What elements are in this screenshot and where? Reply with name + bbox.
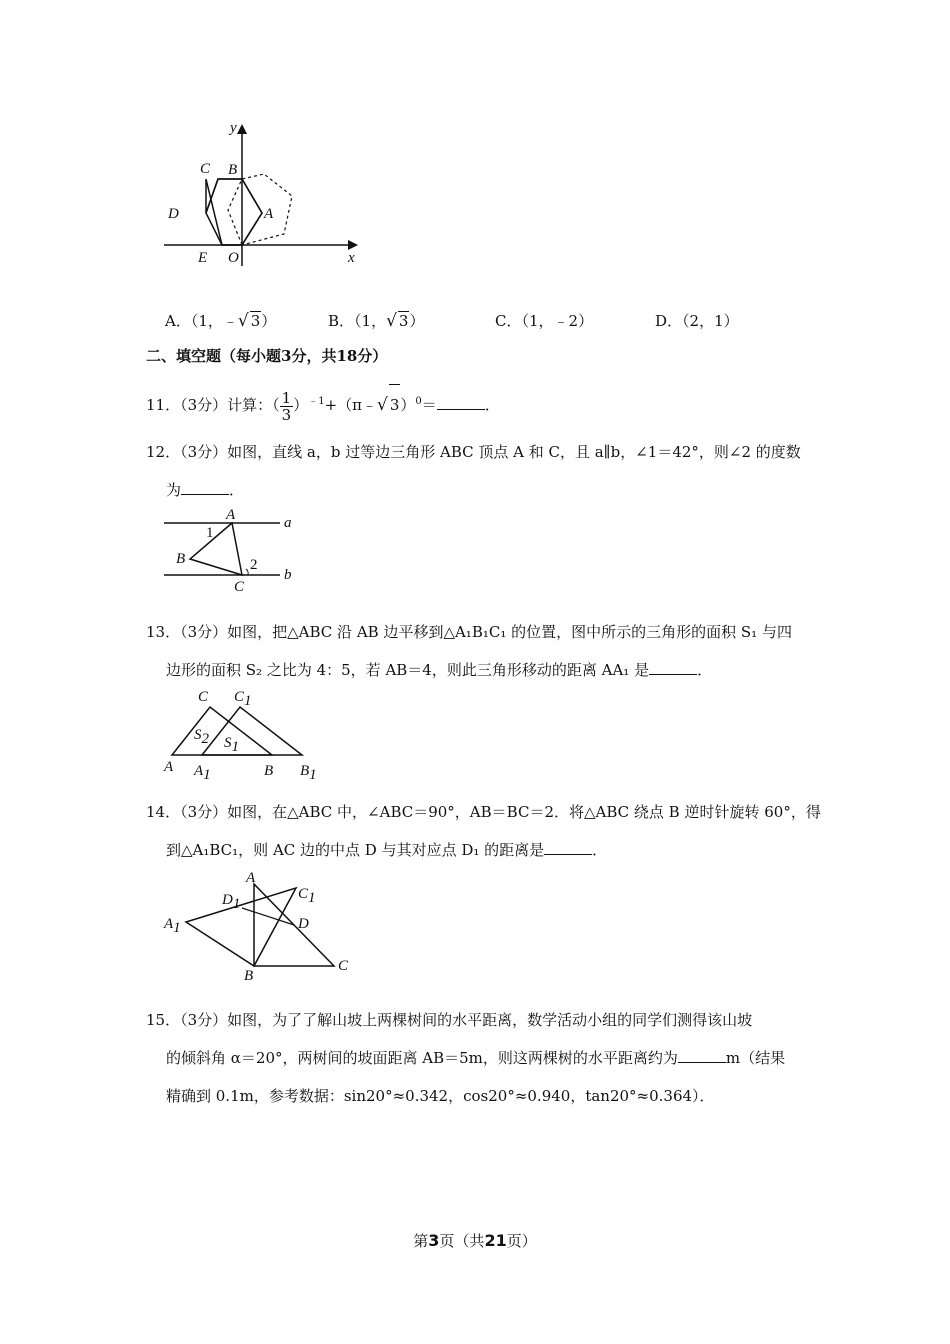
triangle-a1bc1	[186, 888, 296, 966]
answer-blank	[437, 395, 485, 410]
answer-blank	[181, 480, 229, 495]
label-b: b	[284, 567, 292, 583]
label-D1: D1	[222, 892, 241, 912]
label-A: A	[164, 759, 174, 775]
label-B: B	[228, 162, 238, 178]
answer-blank	[678, 1048, 726, 1063]
label-C1: C1	[234, 689, 252, 709]
label-C: C	[200, 161, 211, 177]
q12-line1: 12．（3分）如图，直线 a，b 过等边三角形 ABC 顶点 A 和 C，且 a∥b，∠1＝42°，则∠2 的度数	[146, 443, 801, 461]
q13-line2: 边形的面积 S₂ 之比为 4：5，若 AB＝4，则此三角形移动的距离 AA₁ 是 ．	[166, 661, 713, 679]
x-axis-arrow	[348, 240, 358, 250]
label-C1: C1	[298, 886, 316, 906]
triangle-a1b1c1	[202, 707, 302, 755]
label-2: 2	[250, 557, 258, 573]
label-E: E	[198, 250, 208, 266]
label-D: D	[298, 916, 309, 932]
q10-figure	[160, 118, 370, 268]
label-1: 1	[206, 525, 214, 541]
label-B: B	[264, 763, 274, 779]
triangle-abc	[172, 707, 272, 755]
label-A1: A1	[194, 763, 211, 783]
label-S1: S1	[224, 735, 239, 755]
q14-line1: 14．（3分）如图，在△ABC 中，∠ABC＝90°，AB＝BC＝2．将△ABC 绕点 B 逆时针旋转 60°，得	[146, 803, 821, 821]
q13-figure	[160, 685, 330, 785]
q15-line1: 15．（3分）如图，为了了解山坡上两棵树间的水平距离，数学活动小组的同学们测得该山坡	[146, 1011, 753, 1029]
q12-figure	[160, 505, 310, 595]
q10-option-d: D．（2，1）	[655, 312, 739, 330]
q15-line3: 精确到 0.1m，参考数据：sin20°≈0.342，cos20°≈0.940，tan20°≈0.364）．	[166, 1087, 715, 1105]
q14-figure	[160, 868, 360, 983]
label-A1: A1	[164, 916, 181, 936]
label-A: A	[264, 206, 274, 222]
label-S2: S2	[194, 727, 209, 747]
q12-line2: 为 ．	[166, 481, 245, 499]
label-B: B	[176, 551, 186, 567]
label-A: A	[246, 870, 256, 886]
q15-line2: 的倾斜角 α＝20°，两树间的坡面距离 AB＝5m，则这两棵树的水平距离约为 m（结果	[166, 1049, 786, 1067]
label-C: C	[234, 579, 245, 595]
label-C: C	[198, 689, 209, 705]
label-D: D	[168, 206, 179, 222]
label-y: y	[230, 120, 237, 136]
q11: 11．（3分）计算：（ $\frac{1}{3}$ ）$^{﹣1}$+（π﹣√ 3）$^0$＝ ．	[146, 382, 500, 422]
label-a: a	[284, 515, 292, 531]
label-B1: B1	[300, 763, 317, 783]
fraction: $\frac{1}{3}$	[281, 388, 292, 424]
q10-option-a: A．（1，﹣√ 3）	[165, 311, 277, 331]
label-x: x	[348, 250, 355, 266]
label-C: C	[338, 958, 349, 974]
answer-blank	[544, 840, 592, 855]
label-O: O	[228, 250, 239, 266]
q10-option-b: B．（1，√ 3）	[328, 311, 425, 331]
q10-option-c: C．（1，﹣2）	[495, 312, 594, 330]
triangle-abc	[190, 523, 242, 575]
label-A: A	[226, 507, 236, 523]
y-axis-arrow	[237, 124, 247, 134]
q13-line1: 13．（3分）如图，把△ABC 沿 AB 边平移到△A₁B₁C₁ 的位置，图中所示的三角形的面积 S₁ 与四	[146, 623, 792, 641]
angle-2-arc	[246, 569, 248, 575]
section-title: 二、填空题（每小题3分，共18分）	[146, 347, 388, 365]
answer-blank	[649, 660, 697, 675]
page-footer: 第3页（共21页）	[413, 1231, 537, 1250]
label-B: B	[244, 968, 254, 983]
q14-line2: 到△A₁BC₁，则 AC 边的中点 D 与其对应点 D₁ 的距离是 ．	[166, 841, 608, 859]
